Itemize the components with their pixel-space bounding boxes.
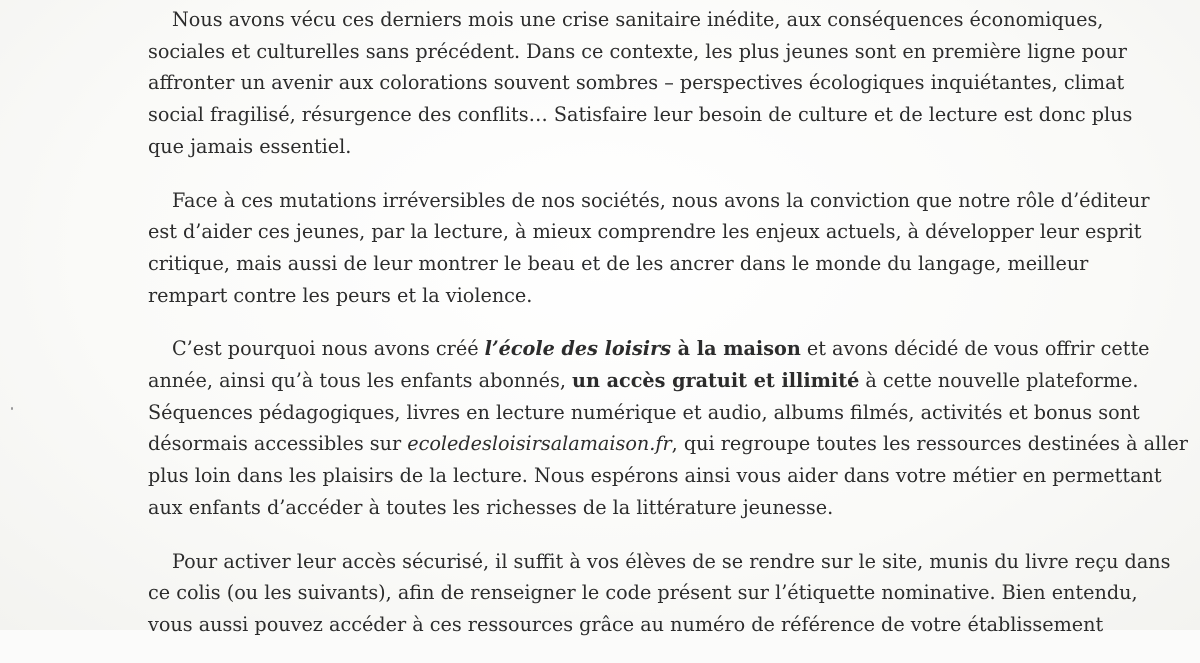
text-run: désormais accessibles sur — [148, 432, 408, 456]
text-line: que jamais essentiel. — [148, 134, 352, 158]
text-line: social fragilisé, résurgence des conflits… Satisfaire leur besoin de culture et de lecture est donc plus — [148, 103, 1133, 127]
publisher-name: l’école des loisirs — [484, 337, 671, 361]
text-line: Nous avons vécu ces derniers mois une crise sanitaire inédite, aux conséquences économiques, — [172, 8, 1104, 31]
paragraph-1 — [148, 4, 1133, 163]
text-run: C’est pourquoi nous avons créé — [172, 337, 485, 361]
text-line: ce colis (ou les suivants), afin de renseigner le code présent sur l’étiquette nominative. Bien entendu, — [148, 581, 1138, 605]
text-line: rempart contre les peurs et la violence. — [148, 283, 533, 307]
scan-speck — [11, 407, 13, 410]
free-access-emphasis: un accès gratuit et illimité — [572, 369, 860, 393]
text-line: est d’aider ces jeunes, par la lecture, à mieux comprendre les enjeux actuels, à développer leur esprit — [148, 220, 1142, 244]
paragraph-2 — [148, 185, 1150, 312]
text-run: , qui regroupe toutes les ressources destinées à aller — [671, 432, 1188, 456]
text-line: aux enfants d’accéder à toutes les richesses de la littérature jeunesse. — [148, 495, 834, 519]
text-line: sociales et culturelles sans précédent. Dans ce contexte, les plus jeunes sont en première ligne pour — [148, 39, 1127, 63]
text-line: Face à ces mutations irréversibles de nos sociétés, nous avons la conviction que notre rôle d’éditeur — [172, 188, 1150, 212]
letter-body — [148, 4, 1188, 663]
text-run: et avons décidé de vous offrir cette — [800, 337, 1150, 361]
text-line: plus loin dans les plaisirs de la lecture. Nous espérons ainsi vous aider dans votre métier en permettant — [148, 464, 1162, 488]
website-address: ecoledesloisirsalamaison.fr — [407, 432, 672, 456]
text-line: critique, mais aussi de leur montrer le beau et de les ancrer dans le monde du langage, meilleur — [148, 251, 1089, 275]
product-name-suffix: à la maison — [671, 337, 801, 361]
text-run: à cette nouvelle plateforme. — [859, 369, 1139, 393]
text-line: vous aussi pouvez accéder à ces ressources grâce au numéro de référence de votre établissement — [148, 612, 1104, 636]
text-line: Séquences pédagogiques, livres en lecture numérique et audio, albums filmés, activités et bonus sont — [148, 400, 1140, 424]
text-run: année, ainsi qu’à tous les enfants abonnés, — [148, 369, 573, 393]
text-line — [148, 428, 1188, 460]
text-line: Pour activer leur accès sécurisé, il suffit à vos élèves de se rendre sur le site, munis du livre reçu dans — [172, 549, 1171, 573]
text-line — [148, 365, 1139, 397]
text-line: affronter un avenir aux colorations souvent sombres – perspectives écologiques inquiétantes, climat — [148, 71, 1125, 95]
text-line — [148, 333, 1150, 365]
paragraph-3 — [148, 333, 1188, 523]
paragraph-4 — [148, 546, 1171, 641]
